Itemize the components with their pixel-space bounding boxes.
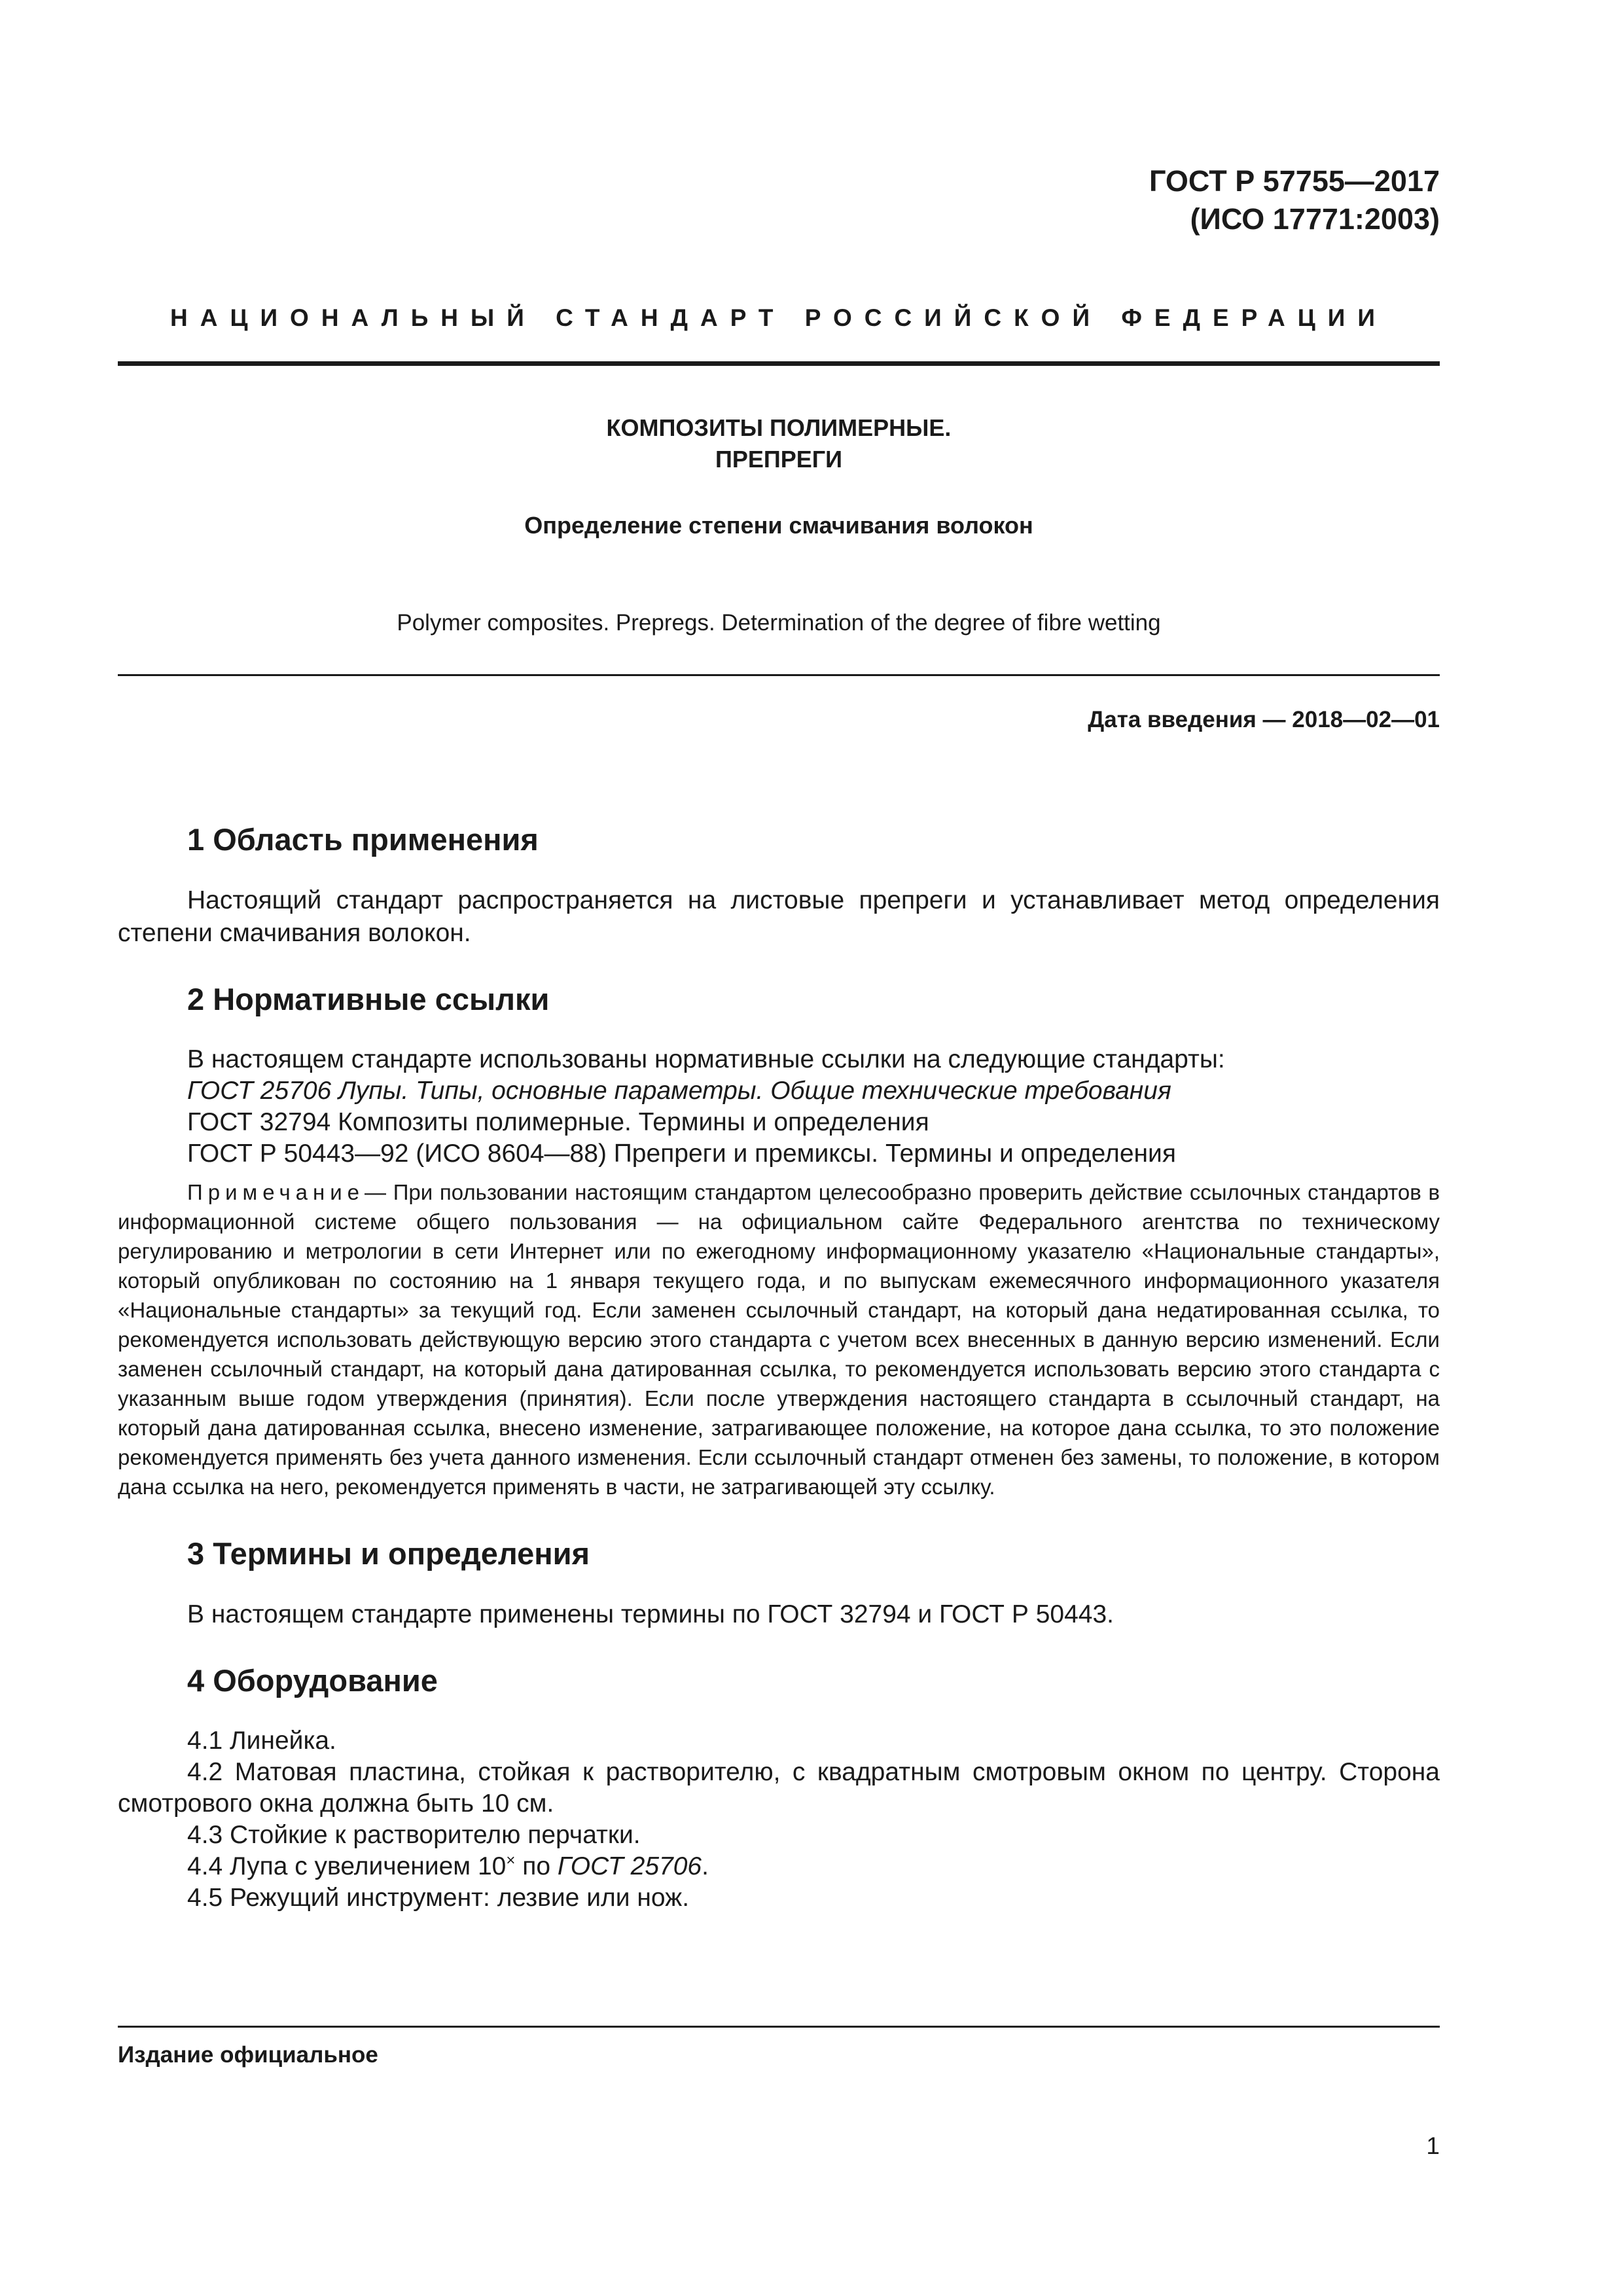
note-label: Примечание (187, 1180, 365, 1204)
header-divider (118, 361, 1440, 366)
standard-designation (1149, 162, 1440, 238)
item-4-3: 4.3 Стойкие к растворителю перчатки. (187, 1821, 641, 1849)
magnification-sign: × (506, 1852, 516, 1869)
section-2-intro: В настоящем стандарте использованы нормативные ссылки на следующие стандарты: (187, 1045, 1225, 1073)
document-body (118, 821, 1440, 1914)
section-1-heading: 1 Область применения (187, 822, 539, 857)
item-4-4-prefix: 4.4 Лупа с увеличением 10 (187, 1852, 507, 1880)
document-page (118, 0, 1440, 2296)
reference-gost-32794: ГОСТ 32794 Композиты полимерные. Термины и определения (187, 1108, 929, 1136)
gost-number: ГОСТ Р 57755—2017 (1149, 164, 1440, 198)
official-edition-label: Издание официальное (118, 2042, 378, 2068)
item-4-4-mid: по (515, 1852, 558, 1880)
title-divider (118, 674, 1440, 676)
section-2-note (118, 1177, 1440, 1501)
note-text: — При пользовании настоящим стандартом целесообразно проверить действие ссылочных стандартов в информационной системе общего пользования — на официальном сайте Федерального агентства по техническому регулированию и метрологии в сети Интернет или по ежегодному информационному указателю «Национальные стандарты», который опубликован по состоянию на 1 января текущего года, и по выпускам ежемесячного информационного указателя «Национальные стандарты» за текущий год. Если заменен ссылочный стандарт, на который дана недатированная ссылка, то рекомендуется использовать действующую версию этого стандарта с учетом всех внесенных в данную версию изменений. Если заменен ссылочный стандарт, на который дана датированная ссылка, то рекомендуется использовать версию этого стандарта с указанным выше годом утверждения (принятия). Если после утверждения настоящего стандарта в ссылочный стандарт, на который дана датированная ссылка, внесено изменение, затрагивающее положение, на которое дана ссылка, то это положение рекомендуется применять без учета данного изменения. Если ссылочный стандарт отменен без замены, то положение, в котором дана ссылка на него, рекомендуется применять в части, не затрагивающей эту ссылку. (118, 1180, 1440, 1499)
item-4-4-reference: ГОСТ 25706 (557, 1852, 702, 1880)
page-number: 1 (1426, 2132, 1440, 2159)
item-4-4 (118, 1851, 1440, 1882)
document-title (118, 412, 1440, 475)
reference-gost-25706: ГОСТ 25706 Лупы. Типы, основные параметры. Общие технические требования (187, 1077, 1171, 1105)
item-4-2: 4.2 Матовая пластина, стойкая к растворителю, с квадратным смотровым окном по центру. Сторона смотрового окна должна быть 10 см. (118, 1758, 1440, 1818)
national-standard-banner: НАЦИОНАЛЬНЫЙ СТАНДАРТ РОССИЙСКОЙ ФЕДЕРАЦИИ (170, 304, 1387, 331)
effective-date: Дата введения — 2018—02—01 (1088, 707, 1440, 732)
title-line-1: КОМПОЗИТЫ ПОЛИМЕРНЫЕ. (606, 414, 952, 441)
footer-divider (118, 2026, 1440, 2028)
reference-gost-r-50443: ГОСТ Р 50443—92 (ИСО 8604—88) Препреги и премиксы. Термины и определения (187, 1139, 1176, 1168)
english-title: Polymer composites. Prepregs. Determination of the degree of fibre wetting (397, 610, 1161, 636)
title-line-2: ПРЕПРЕГИ (715, 446, 843, 473)
section-3-text: В настоящем стандарте применены термины по ГОСТ 32794 и ГОСТ Р 50443. (187, 1600, 1114, 1628)
item-4-5: 4.5 Режущий инструмент: лезвие или нож. (187, 1884, 690, 1912)
iso-number: (ИСО 17771:2003) (1190, 202, 1440, 236)
section-4-heading: 4 Оборудование (187, 1663, 438, 1698)
section-3-heading: 3 Термины и определения (187, 1536, 590, 1571)
section-1-text: Настоящий стандарт распространяется на листовые препреги и устанавливает метод определения степени смачивания волокон. (118, 886, 1440, 947)
section-2-heading: 2 Нормативные ссылки (187, 982, 550, 1016)
item-4-4-end: . (702, 1852, 709, 1880)
item-4-1: 4.1 Линейка. (187, 1727, 336, 1755)
document-subtitle: Определение степени смачивания волокон (524, 512, 1033, 539)
